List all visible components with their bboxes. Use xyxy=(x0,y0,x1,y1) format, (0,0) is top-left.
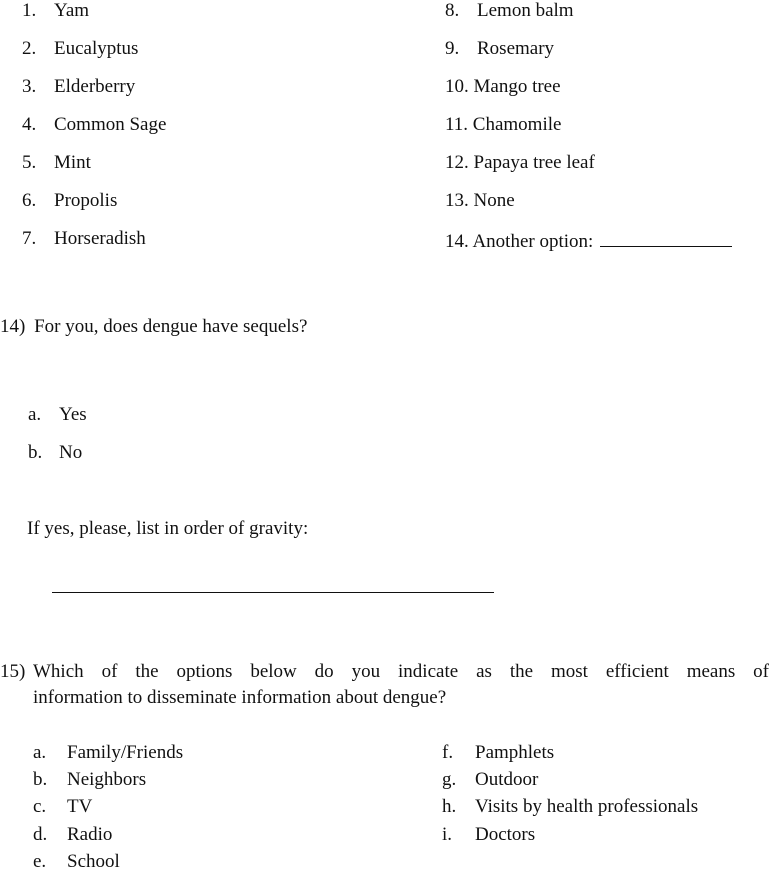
option-letter: d. xyxy=(33,824,48,845)
list-item[interactable] xyxy=(22,38,139,60)
option-letter: f. xyxy=(442,742,454,763)
item-number: 12. xyxy=(445,152,469,173)
option-label: No xyxy=(59,442,83,463)
list-item[interactable] xyxy=(22,152,91,174)
item-label: Mint xyxy=(54,152,91,173)
list-item[interactable] xyxy=(445,114,561,136)
item-label: Lemon balm xyxy=(477,0,574,21)
item-label: Yam xyxy=(54,0,90,21)
option-letter: b. xyxy=(28,442,43,463)
item-label: Mango tree xyxy=(473,76,561,97)
option-letter: c. xyxy=(33,796,47,817)
option-doctors[interactable] xyxy=(442,824,536,846)
option-letter: i. xyxy=(442,824,453,845)
item-label: None xyxy=(473,190,515,211)
option-no[interactable] xyxy=(28,442,83,464)
option-label: School xyxy=(67,851,120,872)
item-number: 13. xyxy=(445,190,469,211)
item-number: 10. xyxy=(445,76,469,97)
question-number: 14) xyxy=(0,316,26,337)
option-radio[interactable] xyxy=(33,824,113,846)
list-item[interactable] xyxy=(445,38,555,60)
list-item[interactable] xyxy=(445,190,515,212)
item-label: Papaya tree leaf xyxy=(473,152,595,173)
question-text-line-1: Which of the options below do you indicate as the most efficient means of xyxy=(33,661,769,682)
item-number: 9. xyxy=(445,38,460,59)
option-yes[interactable] xyxy=(28,404,87,426)
item-number: 2. xyxy=(22,38,37,59)
option-label: Family/Friends xyxy=(67,742,184,763)
option-letter: b. xyxy=(33,769,48,790)
gravity-answer-line[interactable] xyxy=(52,592,494,593)
item-number: 8. xyxy=(445,0,460,21)
item-label: Rosemary xyxy=(477,38,555,59)
item-label: Elderberry xyxy=(54,76,136,97)
question-14 xyxy=(0,316,307,338)
question-text-line-2: information to disseminate information about dengue? xyxy=(33,687,447,708)
option-letter: g. xyxy=(442,769,457,790)
item-number: 1. xyxy=(22,0,37,21)
item-label: Common Sage xyxy=(54,114,167,135)
list-item[interactable] xyxy=(22,228,146,250)
option-label: Outdoor xyxy=(475,769,539,790)
list-item[interactable] xyxy=(22,76,136,98)
option-label: Neighbors xyxy=(67,769,147,790)
option-tv[interactable] xyxy=(33,796,93,818)
option-pamphlets[interactable] xyxy=(442,742,555,764)
other-option-blank[interactable] xyxy=(600,228,732,247)
option-school[interactable] xyxy=(33,851,120,873)
option-letter: h. xyxy=(442,796,457,817)
followup-text: If yes, please, list in order of gravity: xyxy=(27,518,309,539)
list-item[interactable] xyxy=(445,0,574,22)
option-neighbors[interactable] xyxy=(33,769,147,791)
option-health-visits[interactable] xyxy=(442,796,699,818)
option-letter: e. xyxy=(33,851,47,872)
option-letter: a. xyxy=(28,404,42,425)
item-label: Another option: xyxy=(472,231,594,252)
option-outdoor[interactable] xyxy=(442,769,539,791)
item-label: Horseradish xyxy=(54,228,146,249)
item-label: Chamomile xyxy=(472,114,562,135)
item-number: 4. xyxy=(22,114,37,135)
option-letter: a. xyxy=(33,742,47,763)
option-label: TV xyxy=(67,796,93,817)
question-number: 15) xyxy=(0,661,26,682)
option-label: Radio xyxy=(67,824,113,845)
item-label: Eucalyptus xyxy=(54,38,139,59)
option-label: Visits by health professionals xyxy=(475,796,699,817)
item-number: 7. xyxy=(22,228,37,249)
list-item-other[interactable] xyxy=(445,228,732,253)
option-label: Pamphlets xyxy=(475,742,555,763)
item-label: Propolis xyxy=(54,190,118,211)
list-item[interactable] xyxy=(445,76,561,98)
item-number: 6. xyxy=(22,190,37,211)
item-number: 11. xyxy=(445,114,469,135)
list-item[interactable] xyxy=(22,190,118,212)
option-label: Doctors xyxy=(475,824,536,845)
item-number: 3. xyxy=(22,76,37,97)
list-item[interactable] xyxy=(445,152,595,174)
option-label: Yes xyxy=(59,404,87,425)
list-item[interactable] xyxy=(22,114,167,136)
item-number: 5. xyxy=(22,152,37,173)
option-family-friends[interactable] xyxy=(33,742,184,764)
item-number: 14. xyxy=(445,231,469,252)
question-text: For you, does dengue have sequels? xyxy=(34,316,308,337)
list-item[interactable] xyxy=(22,0,90,22)
